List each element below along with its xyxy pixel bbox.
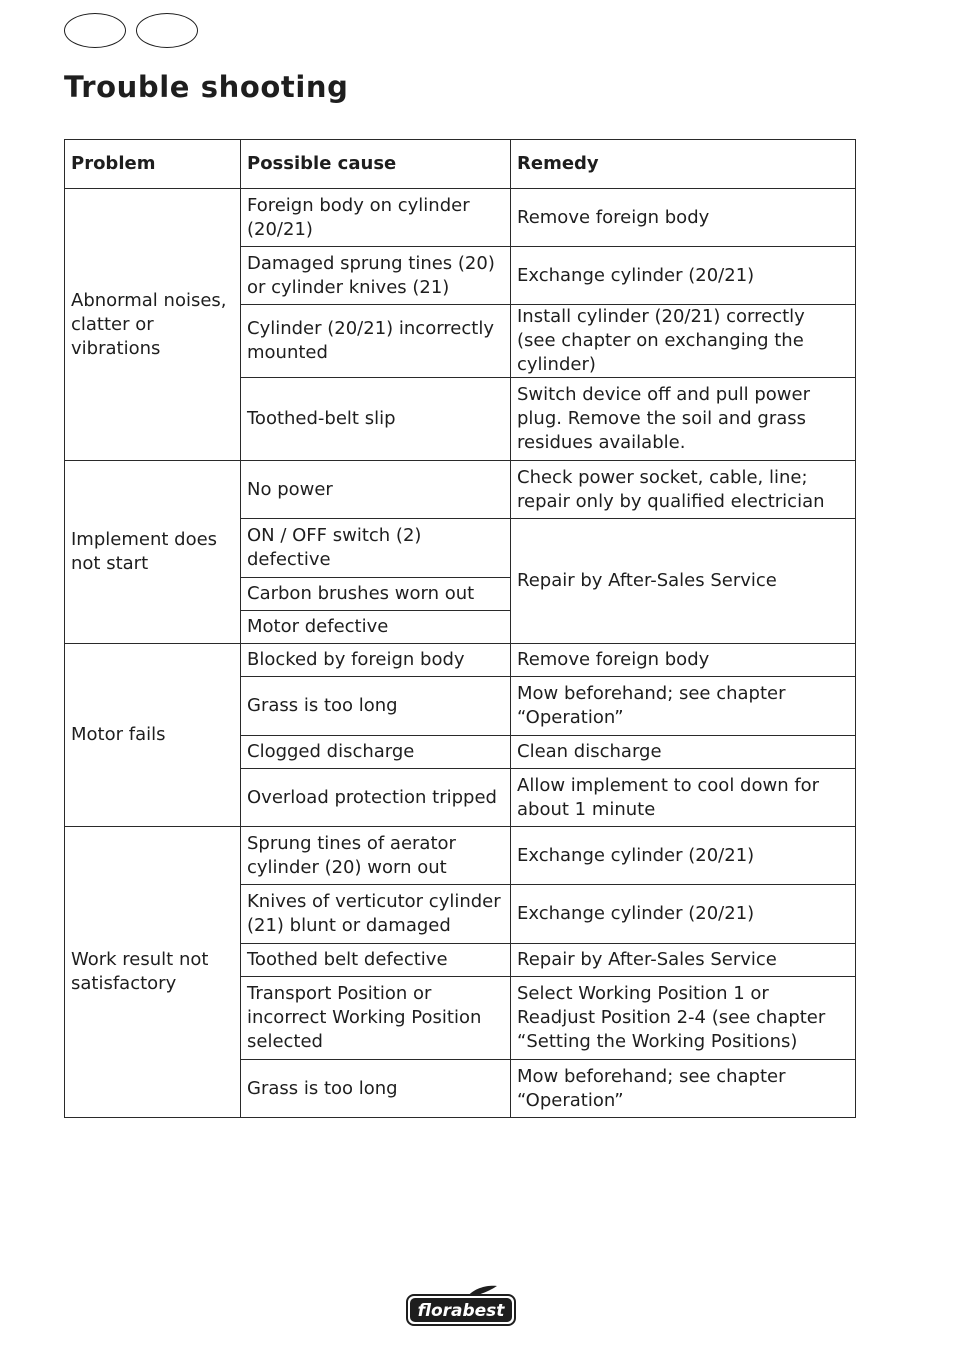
cause-cell: No power xyxy=(241,461,511,519)
cause-cell: Toothed-belt slip xyxy=(241,378,511,461)
cause-cell: Sprung tines of aerator cylinder (20) worn out xyxy=(241,827,511,885)
table-row xyxy=(65,644,856,677)
cause-cell: Knives of verticutor cylinder (21) blunt or damaged xyxy=(241,885,511,944)
remedy-cell: Select Working Position 1 or Readjust Position 2-4 (see chapter “Setting the Working Positions) xyxy=(511,977,856,1060)
remedy-cell: Mow beforehand; see chapter “Operation” xyxy=(511,677,856,736)
remedy-cell: Mow beforehand; see chapter “Operation” xyxy=(511,1060,856,1118)
problem-cell: Abnormal noises, clatter or vibrations xyxy=(65,189,241,461)
cause-cell: Foreign body on cylinder (20/21) xyxy=(241,189,511,247)
problem-cell: Motor fails xyxy=(65,644,241,827)
table-row xyxy=(65,461,856,519)
cause-cell: Damaged sprung tines (20) or cylinder knives (21) xyxy=(241,247,511,305)
remedy-cell: Repair by After-Sales Service xyxy=(511,944,856,977)
remedy-cell: Exchange cylinder (20/21) xyxy=(511,827,856,885)
remedy-cell: Allow implement to cool down for about 1 minute xyxy=(511,769,856,827)
remedy-cell: Check power socket, cable, line; repair only by qualified electrician xyxy=(511,461,856,519)
problem-cell: Implement does not start xyxy=(65,461,241,644)
cause-cell: ON / OFF switch (2) defective xyxy=(241,519,511,578)
page-title: Trouble shooting xyxy=(64,70,349,104)
troubleshooting-table xyxy=(64,139,856,1118)
cause-cell: Blocked by foreign body xyxy=(241,644,511,677)
cause-cell: Transport Position or incorrect Working Position selected xyxy=(241,977,511,1060)
problem-cell: Work result not satisfactory xyxy=(65,827,241,1118)
remedy-cell: Install cylinder (20/21) correctly (see chapter on exchanging the cylinder) xyxy=(511,305,856,378)
remedy-cell: Clean discharge xyxy=(511,736,856,769)
logo-text: florabest xyxy=(417,1301,505,1321)
table-row xyxy=(65,189,856,247)
table-header-row xyxy=(65,140,856,189)
column-header-problem: Problem xyxy=(65,140,241,189)
remedy-cell: Remove foreign body xyxy=(511,189,856,247)
cause-cell: Cylinder (20/21) incorrectly mounted xyxy=(241,305,511,378)
column-header-remedy: Remedy xyxy=(511,140,856,189)
remedy-cell: Exchange cylinder (20/21) xyxy=(511,885,856,944)
florabest-logo xyxy=(405,1283,517,1327)
remedy-cell: Repair by After-Sales Service xyxy=(511,519,856,644)
cause-cell: Carbon brushes worn out xyxy=(241,578,511,611)
cause-cell: Toothed belt defective xyxy=(241,944,511,977)
cause-cell: Grass is too long xyxy=(241,1060,511,1118)
remedy-cell: Exchange cylinder (20/21) xyxy=(511,247,856,305)
table-row xyxy=(65,827,856,885)
language-badge-oval xyxy=(64,13,126,48)
language-badge-oval xyxy=(136,13,198,48)
cause-cell: Motor defective xyxy=(241,611,511,644)
remedy-cell: Remove foreign body xyxy=(511,644,856,677)
language-badges xyxy=(64,13,198,48)
remedy-cell: Switch device off and pull power plug. Remove the soil and grass residues available. xyxy=(511,378,856,461)
cause-cell: Grass is too long xyxy=(241,677,511,736)
cause-cell: Clogged discharge xyxy=(241,736,511,769)
column-header-cause: Possible cause xyxy=(241,140,511,189)
cause-cell: Overload protection tripped xyxy=(241,769,511,827)
